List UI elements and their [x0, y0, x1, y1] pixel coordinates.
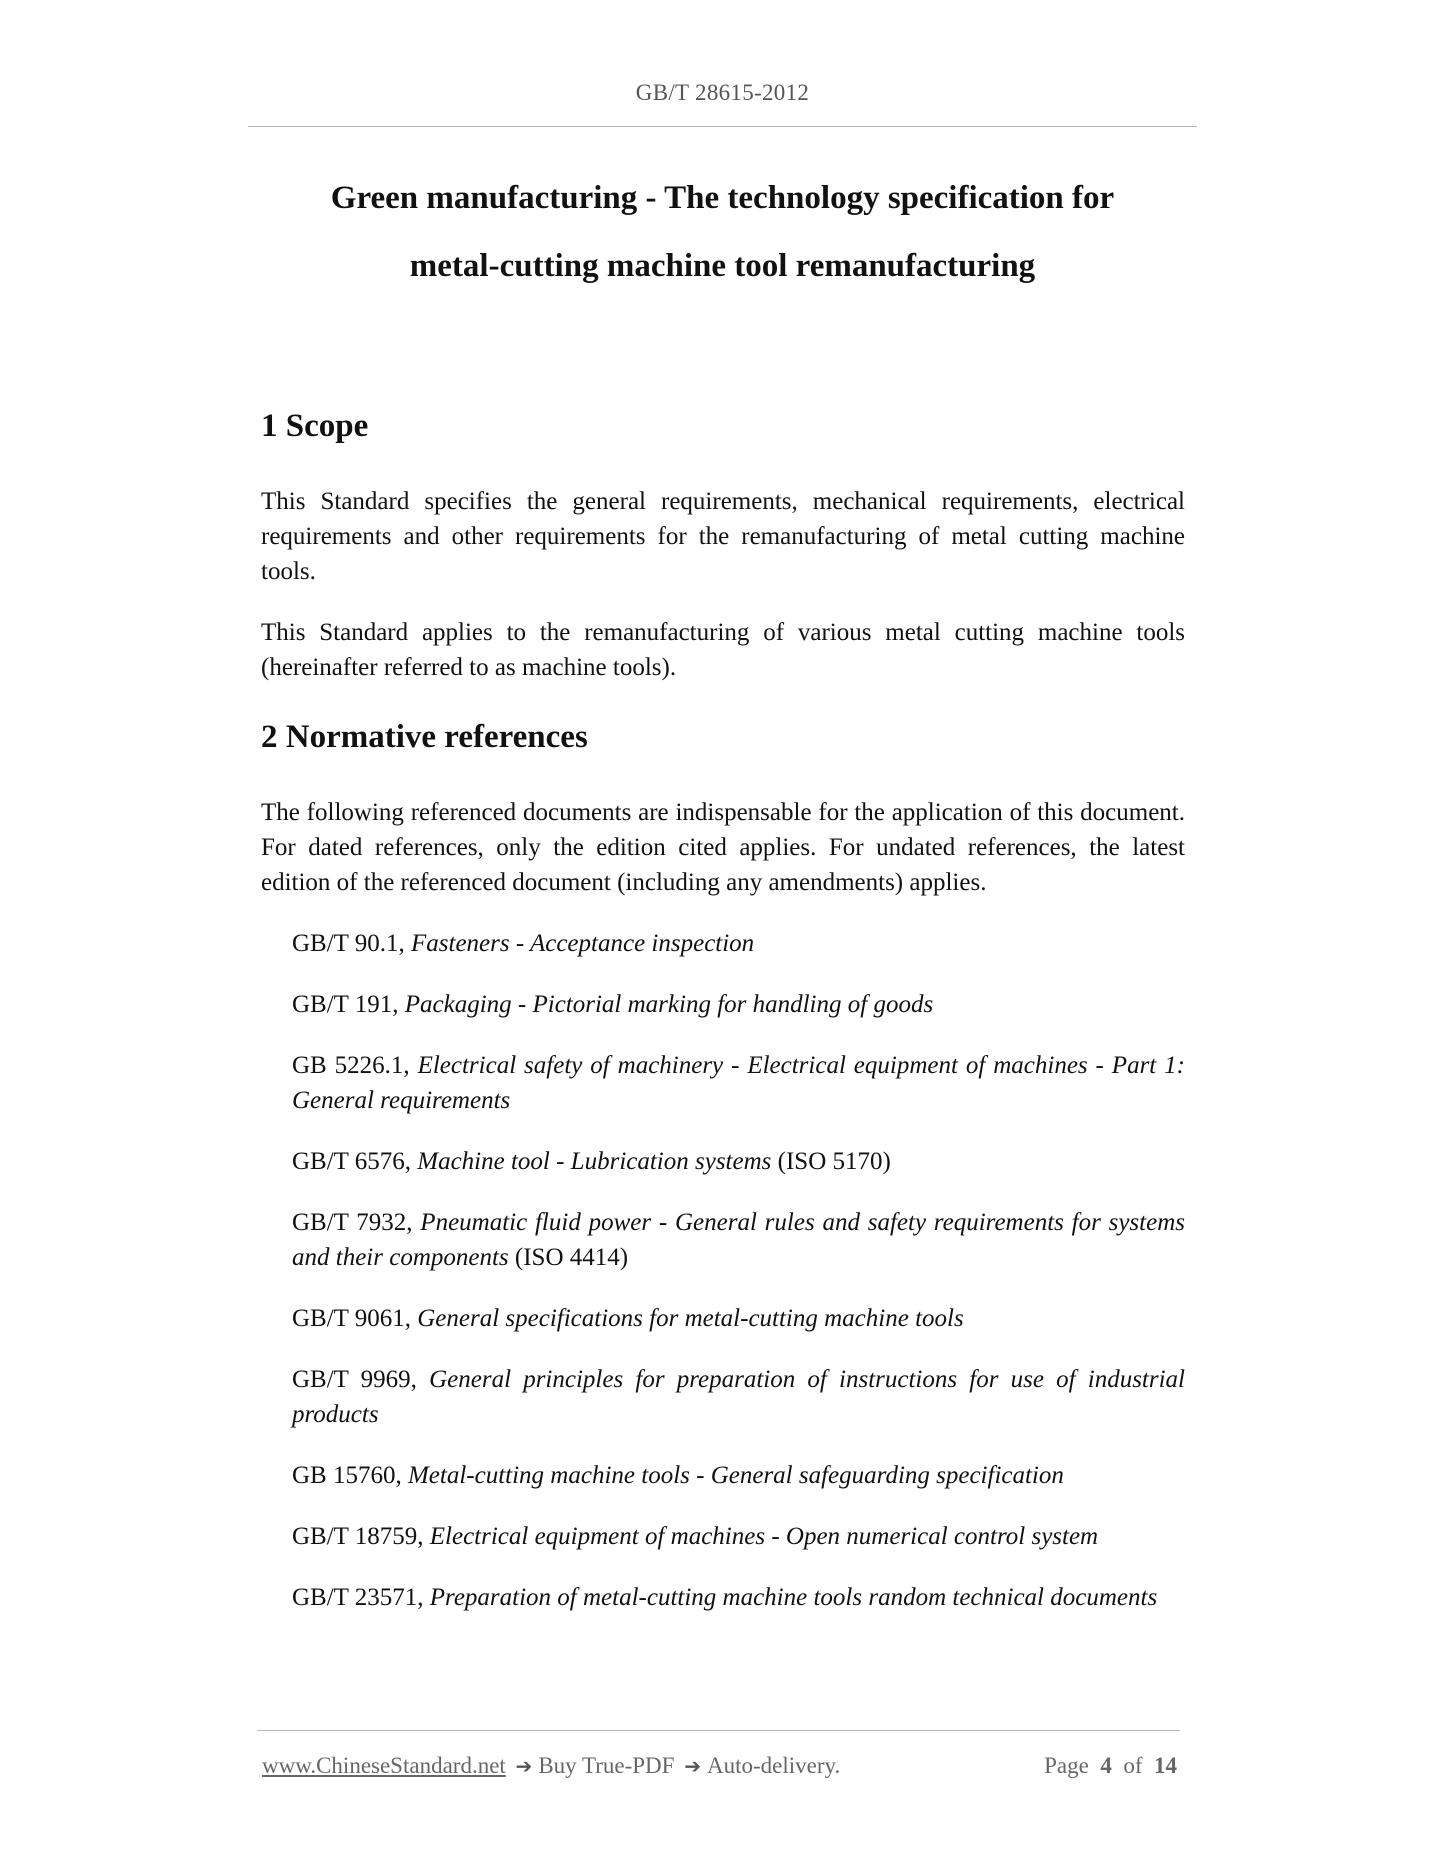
reference-code: GB/T 6576,	[292, 1148, 418, 1175]
right-arrow-icon: ➔	[684, 1754, 701, 1778]
reference-item	[292, 1580, 1185, 1615]
buy-pdf-text: Buy True-PDF	[538, 1753, 675, 1778]
reference-title: Packaging - Pictorial marking for handling of goods	[404, 991, 934, 1018]
reference-code: GB/T 191,	[292, 991, 405, 1018]
reference-title: Preparation of metal-cutting machine tools random technical documents	[429, 1584, 1158, 1611]
header-divider	[248, 126, 1197, 127]
reference-code: GB/T 7932,	[292, 1209, 421, 1236]
reference-code: GB 5226.1,	[292, 1052, 418, 1079]
reference-item	[292, 1362, 1185, 1432]
reference-title: Electrical equipment of machines - Open numerical control system	[429, 1523, 1099, 1550]
website-link[interactable]: www.ChineseStandard.net	[262, 1753, 506, 1778]
document-title	[248, 164, 1197, 300]
reference-code: GB/T 9969,	[292, 1366, 430, 1393]
reference-list	[261, 926, 1185, 1615]
auto-delivery-text: Auto-delivery.	[706, 1753, 841, 1778]
total-page-number: 14	[1154, 1753, 1177, 1778]
scope-paragraph-2: This Standard applies to the remanufacturing of various metal cutting machine tools (hereinafter referred to as machine tools).	[261, 619, 1185, 681]
page-indicator	[1044, 1751, 1177, 1781]
header-document-code: GB/T 28615-2012	[635, 80, 810, 105]
title-line-1: Green manufacturing - The technology specification for	[330, 180, 1115, 216]
reference-iso-equivalent: (ISO 4414)	[508, 1244, 629, 1271]
reference-item	[292, 1519, 1185, 1554]
normative-references-intro: The following referenced documents are indispensable for the application of this document. For dated references, only the edition cited applies. For undated references, the latest edition of the referenced document (including any amendments) applies.	[261, 799, 1185, 896]
reference-iso-equivalent: (ISO 5170)	[771, 1148, 891, 1175]
reference-item	[292, 1458, 1185, 1493]
reference-item	[292, 1048, 1185, 1118]
reference-code: GB/T 9061,	[292, 1305, 418, 1332]
reference-code: GB/T 90.1,	[292, 930, 411, 957]
reference-item	[292, 926, 1185, 961]
reference-item	[292, 1205, 1185, 1275]
document-body	[261, 402, 1185, 1615]
page-label: Page	[1044, 1753, 1089, 1778]
scope-paragraph-1: This Standard specifies the general requirements, mechanical requirements, electrical requirements and other requirements for the remanufacturing of metal cutting machine tools.	[261, 488, 1185, 585]
reference-title: Machine tool - Lubrication systems	[417, 1148, 772, 1175]
page-of-label: of	[1123, 1753, 1143, 1778]
reference-title: Fasteners - Acceptance inspection	[411, 930, 755, 957]
footer-divider	[257, 1730, 1180, 1731]
reference-code: GB/T 23571,	[292, 1584, 430, 1611]
normative-references-heading: 2 Normative references	[261, 719, 588, 755]
reference-code: GB/T 18759,	[292, 1523, 430, 1550]
current-page-number: 4	[1100, 1753, 1112, 1778]
reference-code: GB 15760,	[292, 1462, 408, 1489]
reference-title: General principles for preparation of instructions for use of industrial products	[292, 1366, 1185, 1428]
reference-title: General specifications for metal-cutting machine tools	[417, 1305, 964, 1332]
right-arrow-icon: ➔	[515, 1754, 533, 1778]
reference-title: Electrical safety of machinery - Electrical equipment of machines - Part 1: General requirements	[292, 1052, 1185, 1114]
title-line-2: metal-cutting machine tool remanufacturing	[409, 248, 1036, 284]
scope-heading: 1 Scope	[261, 408, 369, 444]
reference-item	[292, 987, 1185, 1022]
reference-title: Pneumatic fluid power - General rules and safety requirements for systems and their components	[292, 1209, 1185, 1271]
reference-item	[292, 1144, 1185, 1179]
page-footer	[262, 1751, 1177, 1781]
reference-title: Metal-cutting machine tools - General safeguarding specification	[407, 1462, 1064, 1489]
reference-item	[292, 1301, 1185, 1336]
